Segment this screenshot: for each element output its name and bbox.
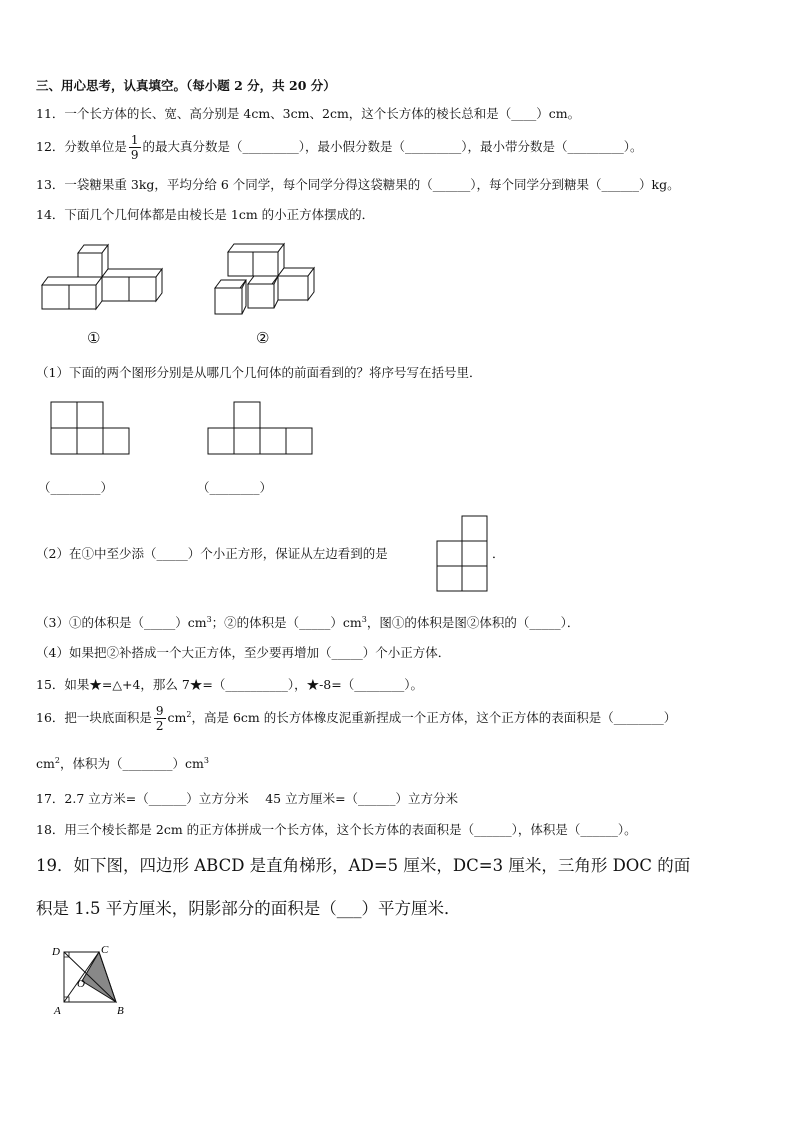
label-c: C <box>101 944 109 956</box>
question-14-sub-4: （4）如果把②补搭成一个大正方体，至少要再增加（_____）个小正方体． <box>36 645 451 660</box>
fraction-denominator: 9 <box>130 148 139 162</box>
fraction-denominator: 2 <box>155 719 164 733</box>
front-view-b <box>207 401 313 457</box>
question-15: 15．如果★=△+4，那么 7★=（__________），★-8=（________）。 <box>36 677 423 692</box>
volume-prompt: ，体积为（________）cm <box>59 756 204 772</box>
label-b: B <box>117 1005 124 1017</box>
trapezoid-figure <box>44 940 134 1020</box>
question-19-line-1: 19．如下图，四边形 ABCD 是直角梯形，AD=5 厘米，DC=3 厘米，三角形 DOC 的面 <box>36 856 691 875</box>
question-14-sub-2-end: ． <box>492 546 505 561</box>
question-14: 14．下面几个几何体都是由棱长是 1cm 的小正方体摆成的． <box>36 207 375 222</box>
fraction-one-ninth <box>129 134 141 161</box>
left-view-figure <box>436 515 490 595</box>
question-16-prefix: 16．把一块底面积是 <box>36 710 152 725</box>
answer-blank-view-a: （________） <box>38 480 114 495</box>
cube-exponent: 3 <box>361 615 367 624</box>
area-unit: cm <box>167 710 187 725</box>
question-12-prefix: 12．分数单位是 <box>36 139 127 154</box>
section-heading: 三、用心思考，认真填空。（每小题 2 分，共 20 分） <box>36 78 336 93</box>
question-11: 11．一个长方体的长、宽、高分别是 4cm、3cm、2cm，这个长方体的棱长总和是（____）cm。 <box>36 106 581 121</box>
solid-figure-1 <box>40 241 165 313</box>
question-16-line-2 <box>36 757 209 771</box>
fraction-numerator: 9 <box>155 704 164 718</box>
question-19-line-2: 积是 1.5 平方厘米，阴影部分的面积是（___）平方厘米． <box>36 899 461 918</box>
answer-blank-view-b: （________） <box>197 480 273 495</box>
fraction-nine-halves <box>154 705 166 732</box>
square-exponent: 2 <box>186 709 192 719</box>
sub-3-part-c: ，图①的体积是图②体积的（_____）． <box>366 615 580 631</box>
label-a: A <box>54 1005 61 1017</box>
label-o: O <box>77 978 85 990</box>
figure-1-label: ① <box>87 329 101 347</box>
question-12-suffix: 的最大真分数是（_________），最小假分数是（_________），最小带分数是（_________）。 <box>142 139 643 154</box>
sub-3-part-a: （3）①的体积是（_____）cm <box>36 615 207 631</box>
fraction-numerator: 1 <box>130 133 139 147</box>
square-exponent: 2 <box>54 756 60 765</box>
question-18: 18．用三个棱长都是 2cm 的正方体拼成一个长方体，这个长方体的表面积是（______），体积是（______）。 <box>36 822 637 837</box>
cube-exponent: 3 <box>203 756 209 765</box>
area-unit-2: cm <box>36 756 55 772</box>
shaded-region <box>82 952 116 1002</box>
cube-exponent: 3 <box>206 615 212 624</box>
question-14-sub-3 <box>36 616 579 630</box>
question-16 <box>36 705 676 732</box>
figure-2-label: ② <box>256 329 270 347</box>
label-d: D <box>52 946 60 958</box>
question-14-sub-2: （2）在①中至少添（_____）个小正方形，保证从左边看到的是 <box>36 546 388 561</box>
question-17: 17．2.7 立方米=（______）立方分米 45 立方厘米=（______）立方分米 <box>36 791 459 806</box>
sub-3-part-b: ；②的体积是（_____）cm <box>211 615 362 631</box>
question-16-suffix: ，高是 6cm 的长方体橡皮泥重新捏成一个正方体，这个正方体的表面积是（________） <box>191 710 677 725</box>
question-14-sub-1: （1）下面的两个图形分别是从哪几个几何体的前面看到的？将序号写在括号里． <box>36 365 482 380</box>
question-12 <box>36 134 643 161</box>
solid-figure-2 <box>210 240 320 320</box>
question-13: 13．一袋糖果重 3kg，平均分给 6 个同学，每个同学分得这袋糖果的（______），每个同学分到糖果（______）kg。 <box>36 177 680 192</box>
front-view-a <box>50 401 130 457</box>
